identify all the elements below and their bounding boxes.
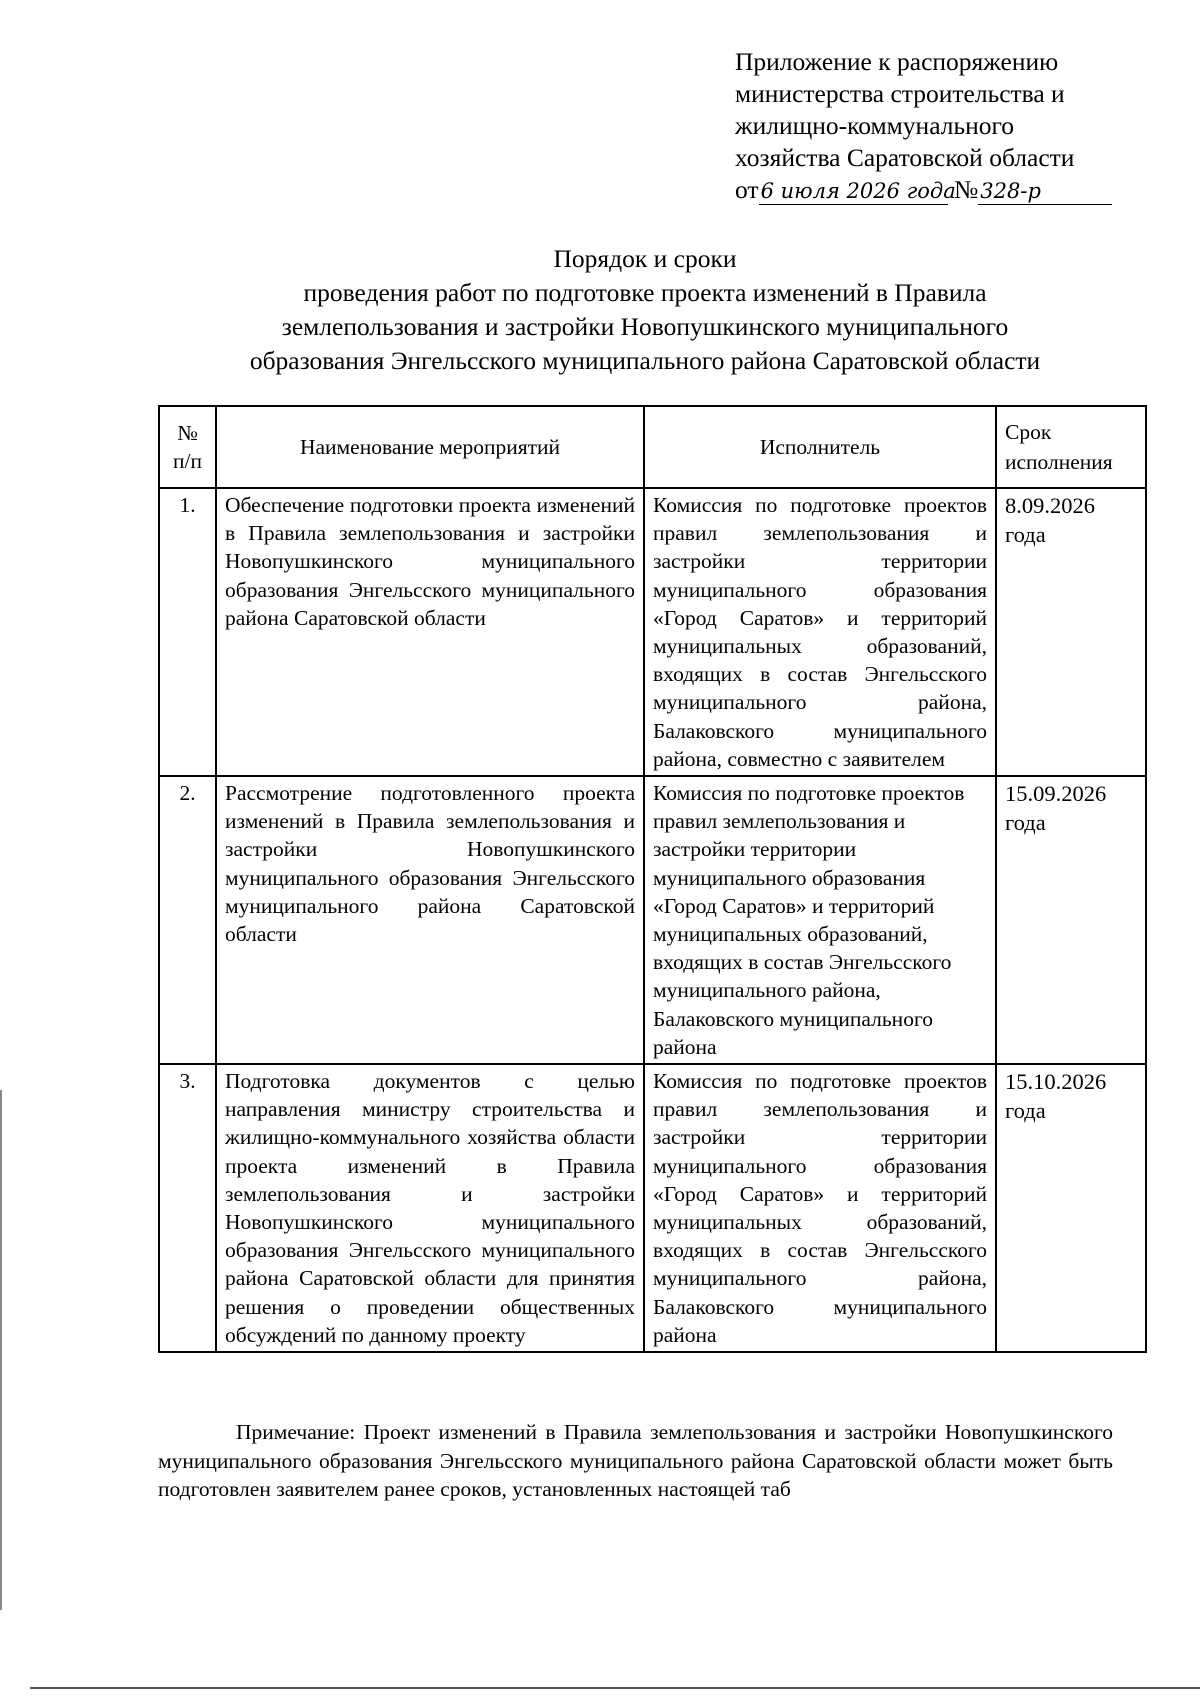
table-row [159, 776, 1146, 1064]
header-num-symbol: № [177, 420, 198, 445]
row-event: Обеспечение подготовки проекта изменений в Правила землепользования и застройки Новопушкинского муниципального образования Энгельсского муниципального района Саратовской области [216, 488, 644, 776]
number-prefix: № [953, 175, 979, 204]
row-event: Подготовка документов с целью направления министру строительства и жилищно-коммунального хозяйства области проекта изменений в Правила землепользования и застройки Новопушкинского муниципального образования Энгельсского муниципального района Саратовской области для принятия решения о проведении общественных обсуждений по данному проекту [216, 1064, 644, 1352]
table-header-row [159, 406, 1146, 488]
header-num-abbr: п/п [173, 449, 202, 473]
handwritten-date: 6 июля 2026 года [760, 179, 956, 203]
scan-edge-line [0, 1090, 2, 1610]
title-line: проведения работ по подготовке проекта изменений в Правила [303, 278, 987, 307]
bottom-rule [30, 1687, 1200, 1689]
title-line: образования Энгельсского муниципального района Саратовской области [249, 346, 1041, 375]
title-line: Порядок и сроки [553, 244, 737, 273]
header-line: Приложение к распоряжению [735, 47, 1059, 76]
appendix-header [735, 46, 1175, 206]
header-term-line: исполнения [1005, 450, 1113, 474]
row-num: 3. [159, 1064, 216, 1352]
row-executor: Комиссия по подготовке проектов правил землепользования и застройки территории муниципального образования «Город Саратов» и территорий муниципальных образований, входящих в состав Энгельсского муниципального района, Балаковского муниципального района [644, 776, 996, 1064]
header-event: Наименование мероприятий [216, 406, 644, 488]
header-term-line: Срок [1005, 420, 1052, 444]
handwritten-number: 328-р [978, 178, 1112, 205]
header-executor: Исполнитель [644, 406, 996, 488]
table-row [159, 488, 1146, 776]
date-prefix: от [735, 175, 759, 204]
row-term: 15.09.2026 года [996, 776, 1146, 1064]
footnote: Примечание: Проект изменений в Правила землепользования и застройки Новопушкинского муниципального образования Энгельсского муниципального района Саратовской области может быть подготовлен заявителем ранее сроков, установленных настоящей таб [158, 1420, 1113, 1501]
row-num: 2. [159, 776, 216, 1064]
header-line: жилищно-коммунального [735, 111, 1015, 140]
header-num [159, 406, 216, 488]
title-line: землепользования и застройки Новопушкинского муниципального [281, 312, 1009, 341]
document-title [150, 242, 1140, 378]
table-row [159, 1064, 1146, 1352]
row-executor: Комиссия по подготовке проектов правил землепользования и застройки территории муниципального образования «Город Саратов» и территорий муниципальных образований, входящих в состав Энгельсского муниципального района, Балаковского муниципального района [644, 1064, 996, 1352]
row-executor: Комиссия по подготовке проектов правил землепользования и застройки территории муниципального образования «Город Саратов» и территорий муниципальных образований, входящих в состав Энгельсского муниципального района, Балаковского муниципального района, совместно с заявителем [644, 488, 996, 776]
order-date-line [735, 174, 1175, 206]
row-term: 15.10.2026 года [996, 1064, 1146, 1352]
header-line: министерства строительства и [735, 79, 1065, 108]
header-term [996, 406, 1146, 488]
row-term: 8.09.2026 года [996, 488, 1146, 776]
schedule-table [158, 405, 1147, 1353]
row-event: Рассмотрение подготовленного проекта изменений в Правила землепользования и застройки Новопушкинского муниципального образования Энгельсского муниципального района Саратовской области [216, 776, 644, 1064]
header-line: хозяйства Саратовской области [735, 143, 1075, 172]
row-num: 1. [159, 488, 216, 776]
